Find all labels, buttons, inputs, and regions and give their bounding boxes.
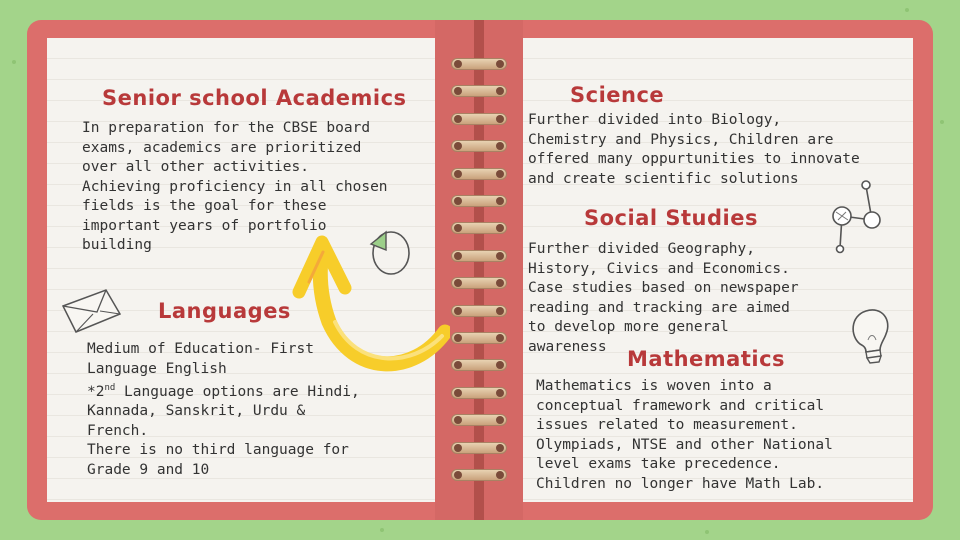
text-line: and create scientific solutions [528, 170, 799, 187]
spiral-ring-icon [451, 442, 507, 454]
senior-academics-heading: Senior school Academics [102, 86, 407, 110]
text-line: fields is the goal for these [82, 198, 327, 214]
spiral-ring-icon [451, 195, 507, 207]
spiral-ring-icon [451, 277, 507, 289]
spiral-ring-icon [451, 222, 507, 234]
text-line: In preparation for the CBSE board [82, 120, 371, 136]
background-speck [905, 8, 909, 12]
text-line: Further divided Geography, [528, 241, 755, 257]
spiral-ring-icon [451, 250, 507, 262]
text-line: Further divided into Biology, [528, 112, 782, 128]
text-line: exams, academics are prioritized [82, 139, 362, 156]
spiral-ring-icon [451, 168, 507, 180]
text-line: Olympiads, NTSE and other National [536, 436, 833, 453]
spiral-ring-icon [451, 414, 507, 426]
background-speck [940, 120, 944, 124]
text-line: Chemistry and Physics, Children are [528, 131, 834, 148]
background-speck [705, 530, 709, 534]
text-line: building [82, 237, 152, 253]
lightbulb-icon [848, 306, 896, 368]
text-line: Language English [87, 360, 227, 377]
spiral-ring-icon [451, 387, 507, 399]
background-speck [380, 528, 384, 532]
text-line: History, Civics and Economics. [528, 260, 790, 277]
text-line: Mathematics is woven into a [536, 378, 772, 394]
text-line: offered many oppurtunities to innovate [528, 151, 860, 167]
text-line: Children no longer have Math Lab. [536, 475, 825, 492]
spiral-ring-icon [451, 85, 507, 97]
languages-text [87, 340, 432, 480]
envelope-icon [60, 288, 124, 334]
social-studies-heading: Social Studies [584, 206, 758, 230]
text-fragment: *2 [87, 383, 105, 400]
science-heading: Science [570, 83, 665, 107]
spiral-ring-icon [451, 469, 507, 481]
background-speck [12, 60, 16, 64]
text-line: to develop more general [528, 319, 729, 335]
text-line [87, 379, 432, 402]
superscript: nd [104, 383, 116, 393]
text-line: There is no third language for [87, 442, 349, 459]
text-line: reading and tracking are aimed [528, 299, 790, 316]
text-line: awareness [528, 338, 607, 355]
spiral-ring-icon [451, 140, 507, 152]
text-line: issues related to measurement. [536, 417, 798, 433]
text-line: level exams take precedence. [536, 456, 781, 472]
mathematics-text [536, 377, 906, 494]
spiral-ring-icon [451, 113, 507, 125]
spiral-ring-icon [451, 305, 507, 317]
social-studies-text [528, 240, 868, 357]
text-line: Kannada, Sanskrit, Urdu & [87, 403, 306, 420]
spiral-ring-icon [451, 359, 507, 371]
text-fragment: Language options are Hindi, [115, 383, 360, 400]
text-line: over all other activities. [82, 159, 309, 175]
text-line: French. [87, 422, 149, 439]
mathematics-heading: Mathematics [627, 347, 786, 371]
languages-heading: Languages [158, 299, 291, 323]
text-line: Case studies based on newspaper [528, 280, 799, 296]
text-line: conceptual framework and critical [536, 397, 825, 414]
text-line: Grade 9 and 10 [87, 461, 210, 478]
text-line: important years of portfolio [82, 217, 327, 234]
text-line: Achieving proficiency in all chosen [82, 178, 388, 195]
text-line: Medium of Education- First [87, 341, 314, 357]
spiral-ring-icon [451, 58, 507, 70]
spiral-ring-icon [451, 332, 507, 344]
